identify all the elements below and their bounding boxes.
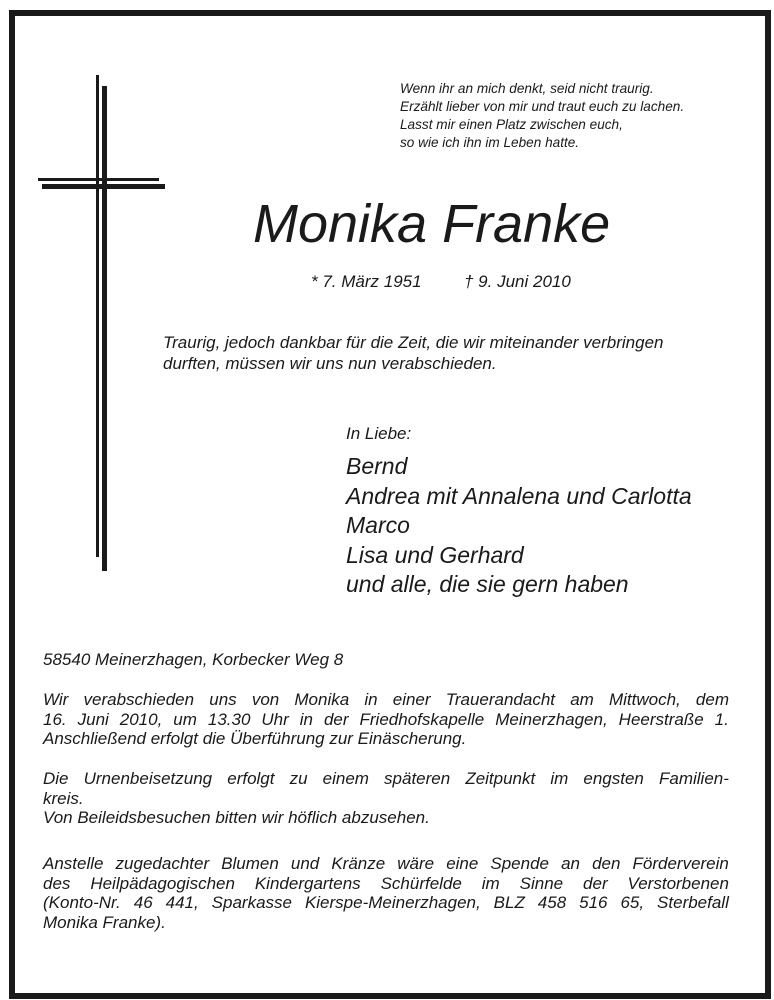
donation-paragraph [43, 854, 729, 932]
text-line: (Konto-Nr. 46 441, Sparkasse Kierspe-Meinerzhagen, BLZ 458 516 65, Sterbefall [43, 893, 729, 912]
intro-line: Traurig, jedoch dankbar für die Zeit, die wir miteinander verbringen [163, 333, 664, 352]
family-member: Bernd [346, 453, 408, 479]
family-member: Marco [346, 512, 410, 538]
text-line: des Heilpädagogischen Kindergartens Schürfelde im Sinne der Verstorbenen [43, 873, 729, 893]
address-line: 58540 Meinerzhagen, Korbecker Weg 8 [43, 650, 344, 669]
burial-paragraph [43, 769, 729, 828]
intro-line: durften, müssen wir uns nun verabschieden. [163, 354, 497, 373]
family-member: und alle, die sie gern haben [346, 571, 629, 597]
poem-line: Wenn ihr an mich denkt, seid nicht traurig. [400, 81, 654, 96]
poem-line: so wie ich ihn im Leben hatte. [400, 135, 580, 150]
family-member: Lisa und Gerhard [346, 541, 524, 568]
text-line: Anstelle zugedachter Blumen und Kränze wäre eine Spende an den Förderverein [43, 854, 729, 873]
text-line: Wir verabschieden uns von Monika in einer Trauerandacht am Mittwoch, dem [43, 690, 729, 709]
poem-line: Erzählt lieber von mir und traut euch zu lachen. [400, 99, 685, 114]
birth-date: * 7. März 1951 [311, 272, 422, 291]
family-member: Andrea mit Annalena und Carlotta [346, 482, 692, 509]
intro-text [163, 332, 664, 374]
text-line: Die Urnenbeisetzung erfolgt zu einem späteren Zeitpunkt im engsten Familien- [43, 769, 729, 788]
family-list [346, 452, 692, 600]
text-line: Von Beileidsbesuchen bitten wir höflich abzusehen. [43, 808, 430, 827]
text-line: kreis. [43, 788, 84, 808]
death-date: † 9. Juni 2010 [464, 272, 571, 291]
poem [400, 80, 684, 152]
ceremony-paragraph [43, 690, 729, 749]
deceased-name: Monika Franke [253, 194, 611, 254]
poem-line: Lasst mir einen Platz zwischen euch, [400, 117, 623, 132]
text-line: 16. Juni 2010, um 13.30 Uhr in der Friedhofskapelle Meinerzhagen, Heerstraße 1. [43, 709, 729, 729]
in-love-label: In Liebe: [346, 424, 412, 443]
text-line: Monika Franke). [43, 912, 166, 932]
text-line: Anschließend erfolgt die Überführung zur Einäscherung. [43, 729, 467, 748]
address [43, 650, 343, 670]
